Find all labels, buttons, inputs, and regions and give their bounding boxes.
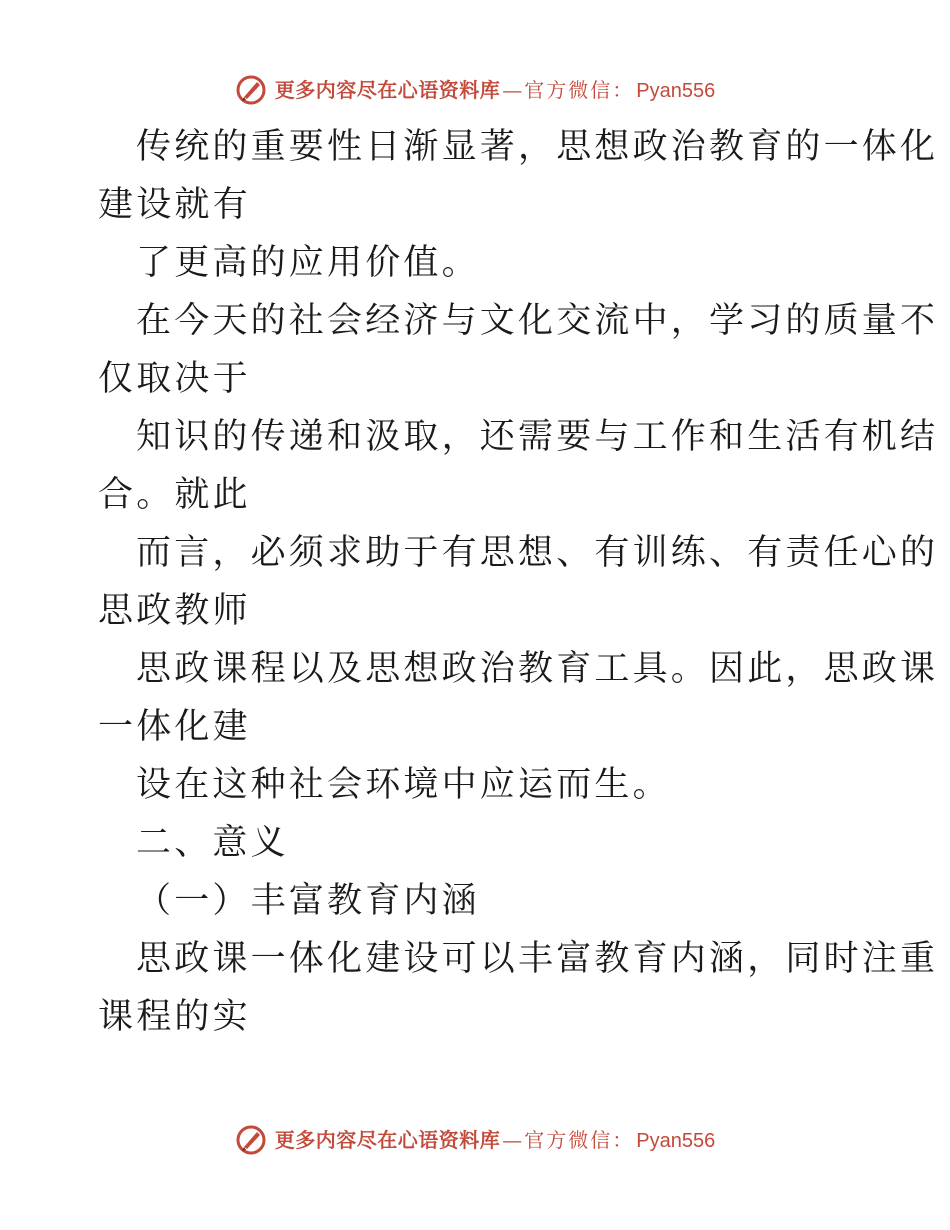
body-line: 了更高的应用价值。 — [136, 243, 480, 283]
header-banner — [0, 70, 950, 110]
header-wechat-id: Pyan556 — [636, 79, 716, 102]
subsection-heading: （一）丰富教育内涵 — [136, 881, 480, 921]
footer-wechat-id: Pyan556 — [636, 1129, 716, 1152]
body-line: 思政课一体化建设可以丰富教育内涵，同时注重 — [136, 939, 939, 979]
body-line: 建设就有 — [98, 185, 251, 225]
header-brand: 更多内容尽在心语资料库 — [274, 77, 501, 102]
footer-dash: — — [502, 1127, 523, 1152]
footer-wechat-label: 官方微信： — [524, 1127, 635, 1152]
body-line: 一体化建 — [98, 707, 251, 747]
body-line: 思政课程以及思想政治教育工具。因此，思政课 — [136, 649, 939, 689]
body-line: 仅取决于 — [98, 359, 251, 399]
section-heading: 二、意义 — [136, 823, 289, 863]
body-line: 合。就此 — [98, 475, 251, 515]
body-line: 而言，必须求助于有思想、有训练、有责任心的 — [136, 533, 939, 573]
header-dash: — — [502, 77, 523, 102]
footer-brand: 更多内容尽在心语资料库 — [274, 1127, 501, 1152]
body-line: 课程的实 — [98, 997, 251, 1037]
footer-banner — [0, 1120, 950, 1160]
header-wechat-label: 官方微信： — [524, 77, 635, 102]
body-line: 知识的传递和汲取，还需要与工作和生活有机结 — [136, 417, 939, 457]
document-body — [98, 118, 939, 1046]
body-line: 设在这种社会环境中应运而生。 — [136, 765, 671, 805]
pen-logo-icon — [235, 74, 267, 106]
body-line: 在今天的社会经济与文化交流中，学习的质量不 — [136, 301, 939, 341]
body-line: 传统的重要性日渐显著，思想政治教育的一体化 — [136, 127, 939, 167]
pen-logo-icon — [235, 1124, 267, 1156]
body-line: 思政教师 — [98, 591, 251, 631]
